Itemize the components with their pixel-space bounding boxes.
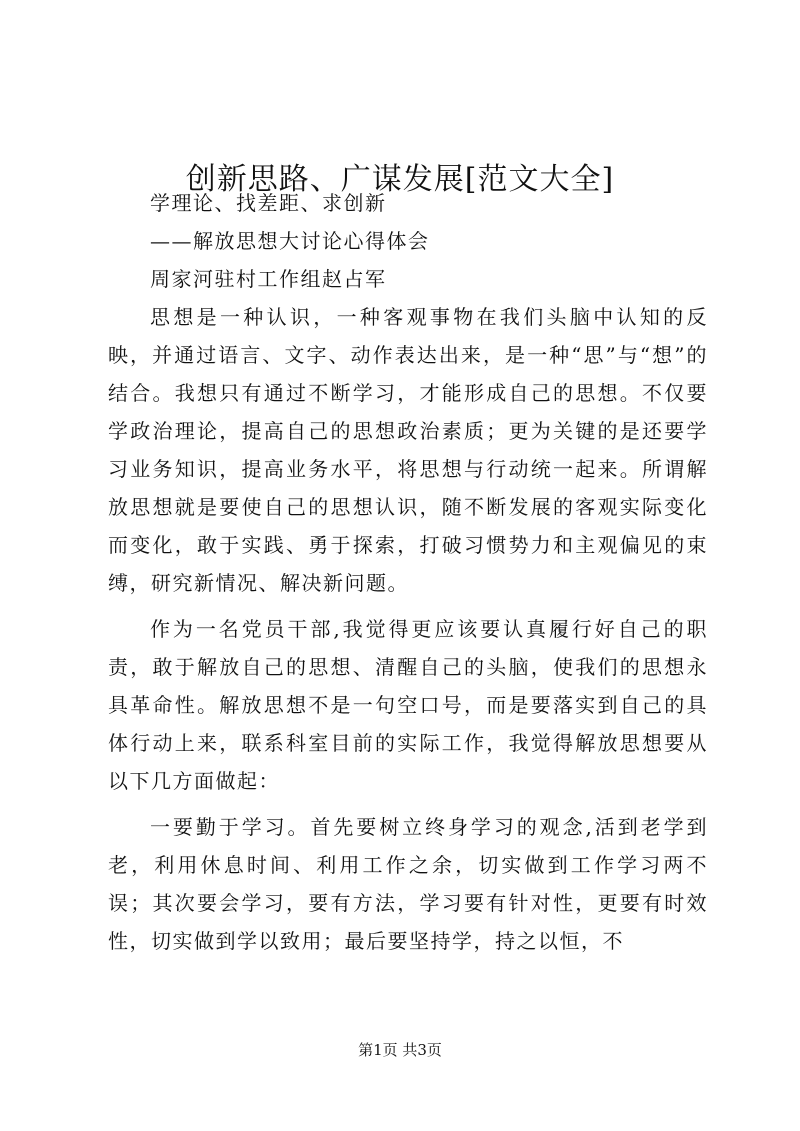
subtitle-line: ——解放思想大讨论心得体会	[150, 229, 430, 253]
subtitle-line: 学理论、找差距、求创新	[150, 191, 387, 215]
body-paragraph: 一要勤于学习。首先要树立终身学习的观念,活到老学到老，利用休息时间、利用工作之余，切实做到工作学习两不误；其次要会学习，要有方法，学习要有针对性，更要有时效性，切实做到学以致用；最后要坚持学，持之以恒，不	[108, 815, 708, 953]
body-paragraph: 思想是一种认识，一种客观事物在我们头脑中认知的反映，并通过语言、文字、动作表达出来，是一种“思”与“想”的结合。我想只有通过不断学习，才能形成自己的思想。不仅要学政治理论，提高自己的思想政治素质；更为关键的是还要学习业务知识，提高业务水平，将思想与行动统一起来。所谓解放思想就是要使自己的思想认识，随不断发展的客观实际变化而变化，敢于实践、勇于探索，打破习惯势力和主观偏见的束缚，研究新情况、解决新问题。	[108, 305, 708, 595]
author-line: 周家河驻村工作组赵占军	[150, 267, 387, 291]
document-body	[108, 184, 708, 968]
page-number-label: 第1页 共3页	[358, 1041, 442, 1059]
document-title: 创新思路、广谋发展[范文大全]	[185, 162, 615, 198]
page-footer	[0, 1040, 800, 1060]
body-paragraph: 作为一名党员干部,我觉得更应该要认真履行好自己的职责，敢于解放自己的思想、清醒自己的头脑，使我们的思想永具革命性。解放思想不是一句空口号，而是要落实到自己的具体行动上来，联系科室目前的实际工作，我觉得解放思想要从以下几方面做起：	[108, 617, 708, 793]
